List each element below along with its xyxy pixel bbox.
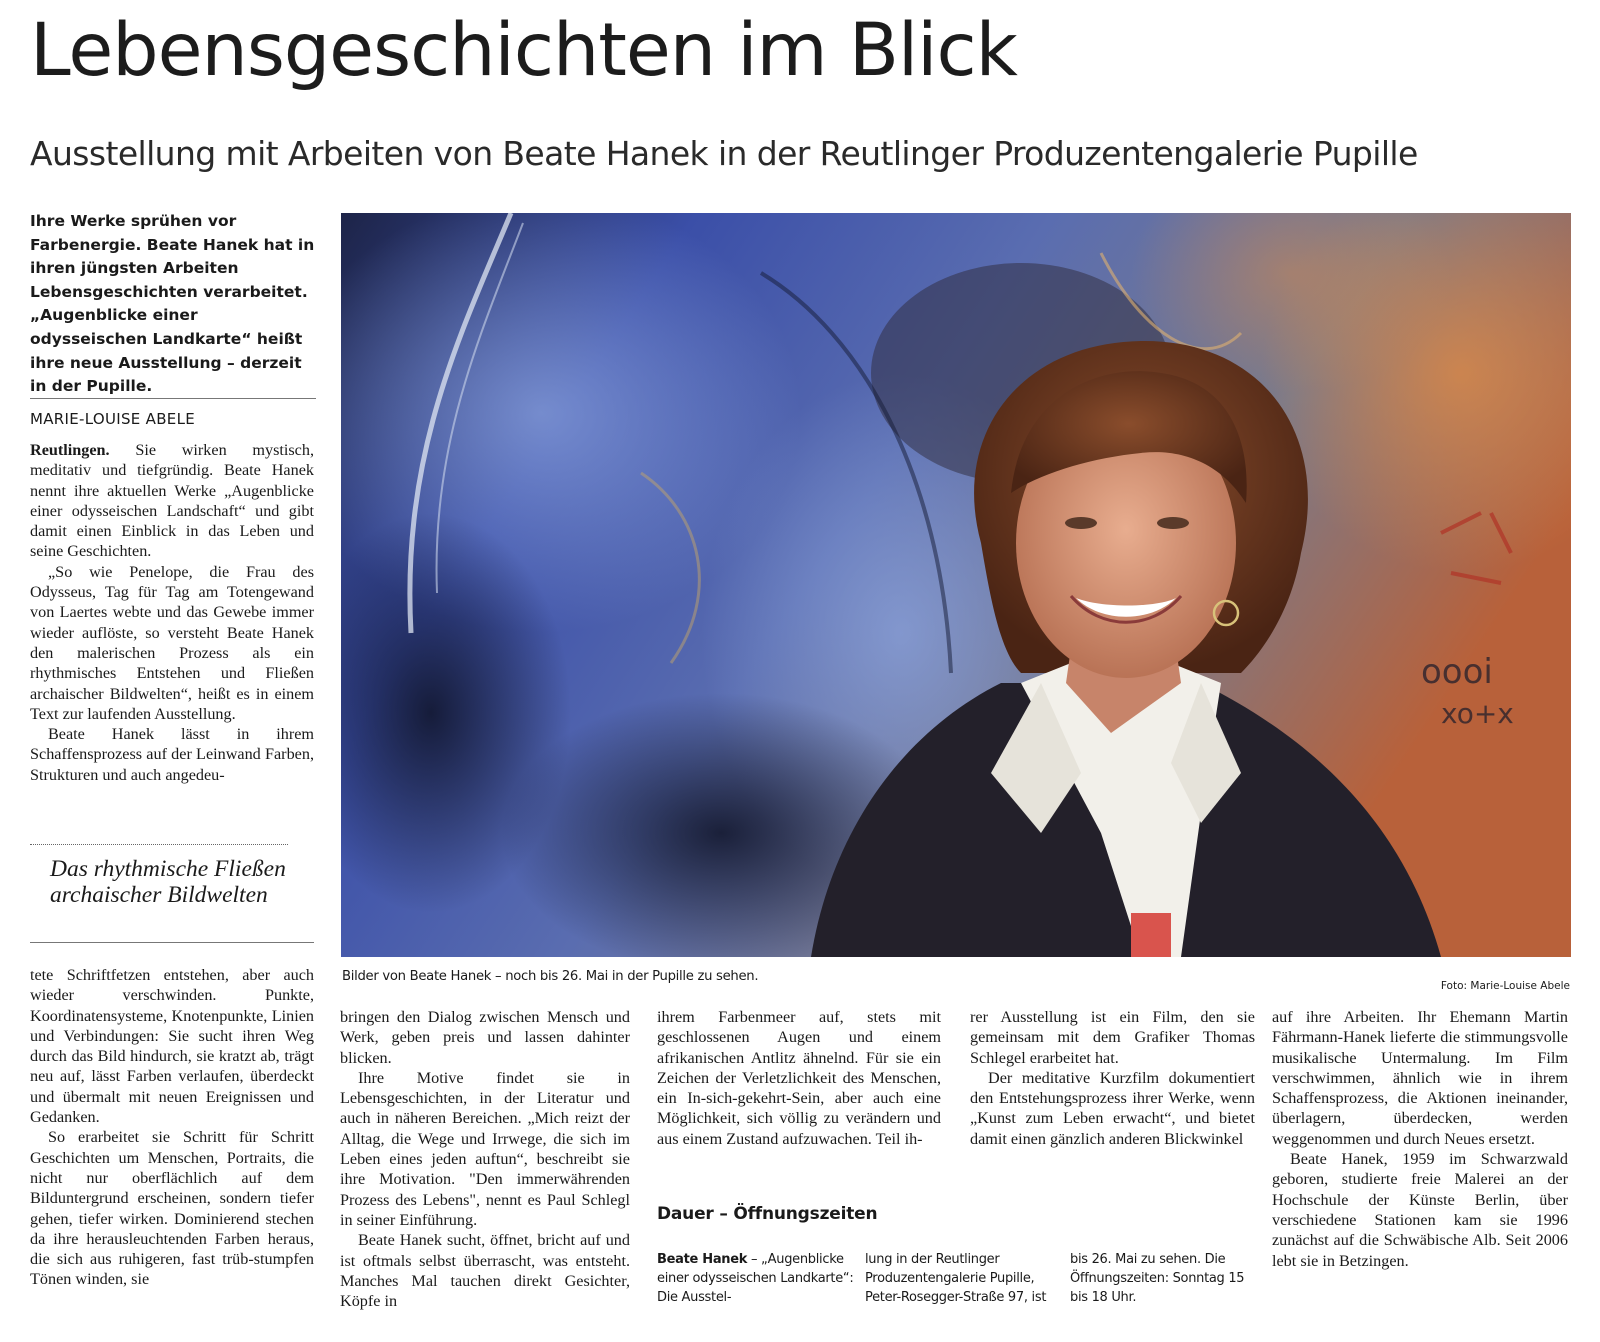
info-box-text: – „Augenblicke einer odysseischen Landkarte“: Die Ausstel- — [657, 1252, 854, 1305]
article-paragraph: Beate Hanek lässt in ihrem Schaffensprozess auf der Leinwand Farben, Strukturen und auch angedeu- — [30, 725, 314, 784]
article-paragraph — [30, 440, 314, 562]
paragraph-text: Sie wirken mystisch, meditativ und tiefgründig. Beate Hanek nennt ihre aktuellen Werke „Augenblicke einer odysseischen Landschaft“ und gibt damit einen Einblick in das Leben und seine Geschichten. — [30, 441, 314, 561]
author-divider — [30, 398, 316, 399]
photo-caption: Bilder von Beate Hanek – noch bis 26. Mai in der Pupille zu sehen. — [342, 969, 759, 984]
photo-artist-portrait — [341, 213, 1571, 957]
article-paragraph: Beate Hanek sucht, öffnet, bricht auf und ist oftmals selbst überrascht, was entsteht. Manches Mal tauchen direkt Gesichter, Köpfe in — [340, 1231, 630, 1311]
article-paragraph: ihrem Farbenmeer auf, stets mit geschlossenen Augen und einem afrikanischen Antlitz ähnelnd. Für sie ein Zeichen der Verletzlichkeit des Menschen, ein In-sich-gekehrt-Sein, aber auch eine Möglichkeit, sich völlig zu verändern und aus einem Zustand aufzuwachen. Teil ih- — [657, 1008, 941, 1148]
author-byline: MARIE-LOUISE ABELE — [30, 410, 196, 428]
info-box-column-1 — [657, 1250, 857, 1307]
pull-quote-divider-top — [30, 844, 288, 845]
article-paragraph: bringen den Dialog zwischen Mensch und Werk, geben preis und lassen dahinter blicken. — [340, 1008, 630, 1067]
info-box-column-2: lung in der Reutlinger Produzentengalerie Pupille, Peter-Rosegger-Straße 97, ist — [865, 1252, 1047, 1305]
dateline: Reutlingen. — [30, 441, 110, 459]
article-column-5 — [1272, 1007, 1568, 1271]
info-box-title: Dauer – Öffnungszeiten — [657, 1204, 878, 1224]
article-paragraph: rer Ausstellung ist ein Film, den sie gemeinsam mit dem Grafiker Thomas Schlegel erarbeitet hat. — [970, 1008, 1255, 1067]
photo-illustration — [341, 213, 1571, 957]
article-column-1-top — [30, 440, 314, 785]
headline: Lebensgeschichten im Blick — [30, 8, 1017, 93]
article-paragraph: Beate Hanek, 1959 im Schwarzwald geboren, studierte freie Malerei an der Hochschule der Künste Berlin, über verschiedene Stationen kam sie 1996 zunächst auf die Schwäbische Alb. Seit 2006 lebt sie in Betzingen. — [1272, 1150, 1568, 1270]
article-column-4 — [970, 1007, 1255, 1149]
article-paragraph: Ihre Motive findet sie in Lebensgeschichten, in der Literatur und auch in näheren Bereichen. „Mich reizt der Alltag, die Wege und Irrwege, die sich im Leben eines jeden auftun“, beschreibt sie ihre Motivation. "Den immerwährenden Prozess des Lebens", nennt es Paul Schlegl in seiner Einführung. — [340, 1068, 630, 1229]
info-box-artist: Beate Hanek — [657, 1252, 748, 1267]
article-paragraph: So erarbeitet sie Schritt für Schritt Geschichten um Menschen, Portraits, die nicht nur oberflächlich auf dem Bilduntergrund erscheinen, sondern tiefer gehen, tiefer wirken. Dominierend stechen da ihre herausleuchtenden Farben heraus, die sich aus ruhigeren, fast trüb-stumpfen Tönen winden, sie — [30, 1128, 314, 1289]
pull-quote: Das rhythmische Fließen archaischer Bildwelten — [50, 856, 286, 908]
svg-text:xo+x: xo+x — [1441, 697, 1514, 730]
article-column-1-bottom — [30, 965, 314, 1290]
article-column-3 — [657, 1007, 941, 1149]
subheadline: Ausstellung mit Arbeiten von Beate Hanek in der Reutlinger Produzentengalerie Pupille — [30, 134, 1418, 173]
svg-text:oooi: oooi — [1421, 652, 1493, 692]
article-paragraph: „So wie Penelope, die Frau des Odysseus, Tag für Tag am Totengewand von Laertes webte und das Gewebe immer wieder auflöste, so versteht Beate Hanek den malerischen Prozess als ein rhythmisches Entstehen und Fließen archaischer Bildwelten“, heißt es in einem Text zur laufenden Ausstellung. — [30, 562, 314, 723]
article-paragraph: auf ihre Arbeiten. Ihr Ehemann Martin Fährmann-Hanek lieferte die stimmungsvolle musikalische Untermalung. Im Film verschwimmen, ähnlich wie in ihrem Schaffensprozess, die Aktionen ineinander, überlagern, überdecken, werden weggenommen und durch Neues ersetzt. — [1272, 1008, 1568, 1148]
photo-credit: Foto: Marie-Louise Abele — [1440, 980, 1570, 992]
article-column-2 — [340, 1007, 630, 1311]
article-paragraph: tete Schriftfetzen entstehen, aber auch wieder verschwinden. Punkte, Koordinatensysteme, Knotenpunkte, Linien und Verbindungen: Sie sucht ihren Weg durch das Bild hindurch, sie kratzt ab, trägt neu auf, lässt Farben verlaufen, überdeckt und übermalt mit neuen Ereignissen und Gedanken. — [30, 966, 314, 1127]
article-paragraph: Der meditative Kurzfilm dokumentiert den Entstehungsprozess ihrer Werke, wenn „Kunst zum Leben erwacht“, und bietet damit einen gänzlich anderen Blickwinkel — [970, 1068, 1255, 1148]
info-box-column-3: bis 26. Mai zu sehen. Die Öffnungszeiten: Sonntag 15 bis 18 Uhr. — [1070, 1252, 1245, 1305]
pull-quote-divider-bottom — [30, 942, 314, 943]
lead-paragraph: Ihre Werke sprühen vor Farbenergie. Beate Hanek hat in ihren jüngsten Arbeiten Lebensgeschichten verarbeitet. „Augenblicke einer odysseischen Landkarte“ heißt ihre neue Ausstellung – derzeit in der Pupille. — [30, 212, 315, 396]
